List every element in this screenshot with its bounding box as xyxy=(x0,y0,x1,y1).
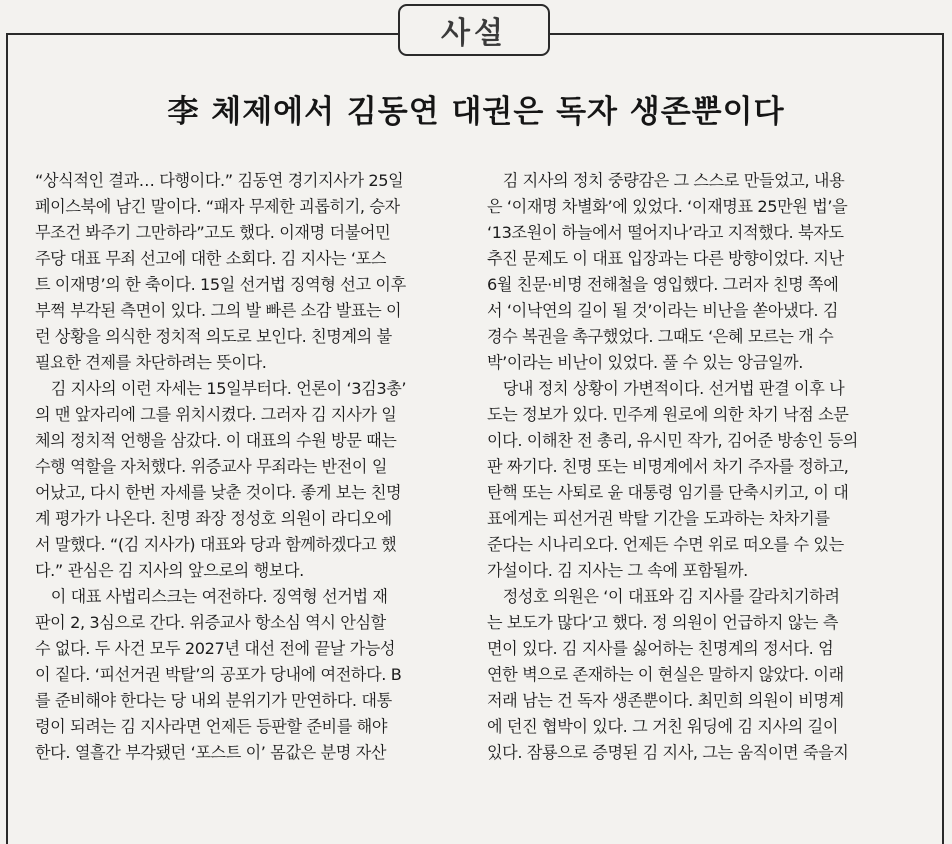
article-line: 무조건 봐주기 그만하라”고도 했다. 이재명 더불어민 xyxy=(35,223,391,242)
section-label: 사설 xyxy=(398,4,550,56)
article-line: 김 지사의 이런 자세는 15일부터다. 언론이 ‘3김3총’ xyxy=(35,379,407,398)
article-line: ‘13조원이 하늘에서 떨어지나’라고 지적했다. 북자도 xyxy=(487,223,844,242)
article-line: 면이 있다. 김 지사를 싫어하는 친명계의 정서다. 엄 xyxy=(487,639,834,658)
article-line: 페이스북에 남긴 말이다. “패자 무제한 괴롭히기, 승자 xyxy=(35,197,400,216)
article-line: 런 상황을 의식한 정치적 의도로 보인다. 친명계의 불 xyxy=(35,327,392,346)
article-line: 어났고, 다시 한번 자세를 낮춘 것이다. 좋게 보는 친명 xyxy=(35,483,402,502)
article-line: 저래 남는 건 독자 생존뿐이다. 최민희 의원이 비명계 xyxy=(487,691,844,710)
article-line: 판이 2, 3심으로 간다. 위증교사 항소심 역시 안심할 xyxy=(35,613,386,632)
article-line: 추진 문제도 이 대표 입장과는 다른 방향이었다. 지난 xyxy=(487,249,844,268)
article-line: 정성호 의원은 ‘이 대표와 김 지사를 갈라치기하려 xyxy=(487,587,840,606)
article-line: 서 ‘이낙연의 길이 될 것’이라는 비난을 쏟아냈다. 김 xyxy=(487,301,839,320)
article-line: 있다. 잠룡으로 증명된 김 지사, 그는 움직이면 죽을지 xyxy=(487,743,849,762)
article-column-right xyxy=(487,168,919,766)
article-line: 연한 벽으로 존재하는 이 현실은 말하지 않았다. 이래 xyxy=(487,665,844,684)
article-line: 표에게는 피선거권 박탈 기간을 도과하는 차차기를 xyxy=(487,509,830,528)
article-line: 도는 정보가 있다. 민주계 원로에 의한 차기 낙점 소문 xyxy=(487,405,849,424)
article-line: 는 보도가 많다’고 했다. 정 의원이 언급하지 않는 측 xyxy=(487,613,839,632)
article-line: 이 짙다. ‘피선거권 박탈’의 공포가 당내에 여전하다. B xyxy=(35,665,402,684)
article-line: 트 이재명’의 한 축이다. 15일 선거법 징역형 선고 이후 xyxy=(35,275,406,294)
article-line: 서 말했다. “(김 지사가) 대표와 당과 함께하겠다고 했 xyxy=(35,535,397,554)
article-line: 탄핵 또는 사퇴로 윤 대통령 임기를 단축시키고, 이 대 xyxy=(487,483,849,502)
article-column-left xyxy=(35,168,467,766)
article-line: 주당 대표 무죄 선고에 대한 소회다. 김 지사는 ‘포스 xyxy=(35,249,387,268)
article-line: 한다. 열흘간 부각됐던 ‘포스트 이’ 몸값은 분명 자산 xyxy=(35,743,387,762)
article-line: 박’이라는 비난이 있었다. 풀 수 있는 앙금일까. xyxy=(487,353,803,372)
article-line: 이다. 이해찬 전 총리, 유시민 작가, 김어준 방송인 등의 xyxy=(487,431,858,450)
article-line: 판 짜기다. 친명 또는 비명계에서 차기 주자를 정하고, xyxy=(487,457,849,476)
article-line: 부쩍 부각된 측면이 있다. 그의 발 빠른 소감 발표는 이 xyxy=(35,301,402,320)
article-line: 필요한 견제를 차단하려는 뜻이다. xyxy=(35,353,267,372)
article-line: 이 대표 사법리스크는 여전하다. 징역형 선거법 재 xyxy=(35,587,388,606)
article-line: 가설이다. 김 지사는 그 속에 포함될까. xyxy=(487,561,748,580)
article-line: 수행 역할을 자처했다. 위증교사 무죄라는 반전이 일 xyxy=(35,457,388,476)
frame-left-rule xyxy=(6,33,8,844)
headline: 李 체제에서 김동연 대권은 독자 생존뿐이다 xyxy=(167,94,785,130)
article-line: 령이 되려는 김 지사라면 언제든 등판할 준비를 해야 xyxy=(35,717,388,736)
article-line: 의 맨 앞자리에 그를 위치시켰다. 그러자 김 지사가 일 xyxy=(35,405,397,424)
article-line: 김 지사의 정치 중량감은 그 스스로 만들었고, 내용 xyxy=(487,171,845,190)
article-line: 다.” 관심은 김 지사의 앞으로의 행보다. xyxy=(35,561,304,580)
article-line: 에 던진 협박이 있다. 그 거친 워딩에 김 지사의 길이 xyxy=(487,717,839,736)
article-line: 경수 복권을 촉구했었다. 그때도 ‘은혜 모르는 개 수 xyxy=(487,327,834,346)
article-line: 를 준비해야 한다는 당 내외 분위기가 만연하다. 대통 xyxy=(35,691,392,710)
article-line: 당내 정치 상황이 가변적이다. 선거법 판결 이후 나 xyxy=(487,379,845,398)
article-line: 계 평가가 나온다. 친명 좌장 정성호 의원이 라디오에 xyxy=(35,509,392,528)
article-line: 체의 정치적 언행을 삼갔다. 이 대표의 수원 방문 때는 xyxy=(35,431,397,450)
article-line: 은 ‘이재명 차별화’에 있었다. ‘이재명표 25만원 법’을 xyxy=(487,197,848,216)
article-line: “상식적인 결과… 다행이다.” 김동연 경기지사가 25일 xyxy=(35,171,404,190)
article-line: 준다는 시나리오다. 언제든 수면 위로 떠오를 수 있는 xyxy=(487,535,844,554)
article-line: 6월 친문·비명 전해철을 영입했다. 그러자 친명 쪽에 xyxy=(487,275,839,294)
article-line: 수 없다. 두 사건 모두 2027년 대선 전에 끝날 가능성 xyxy=(35,639,396,658)
frame-right-rule xyxy=(942,33,944,844)
